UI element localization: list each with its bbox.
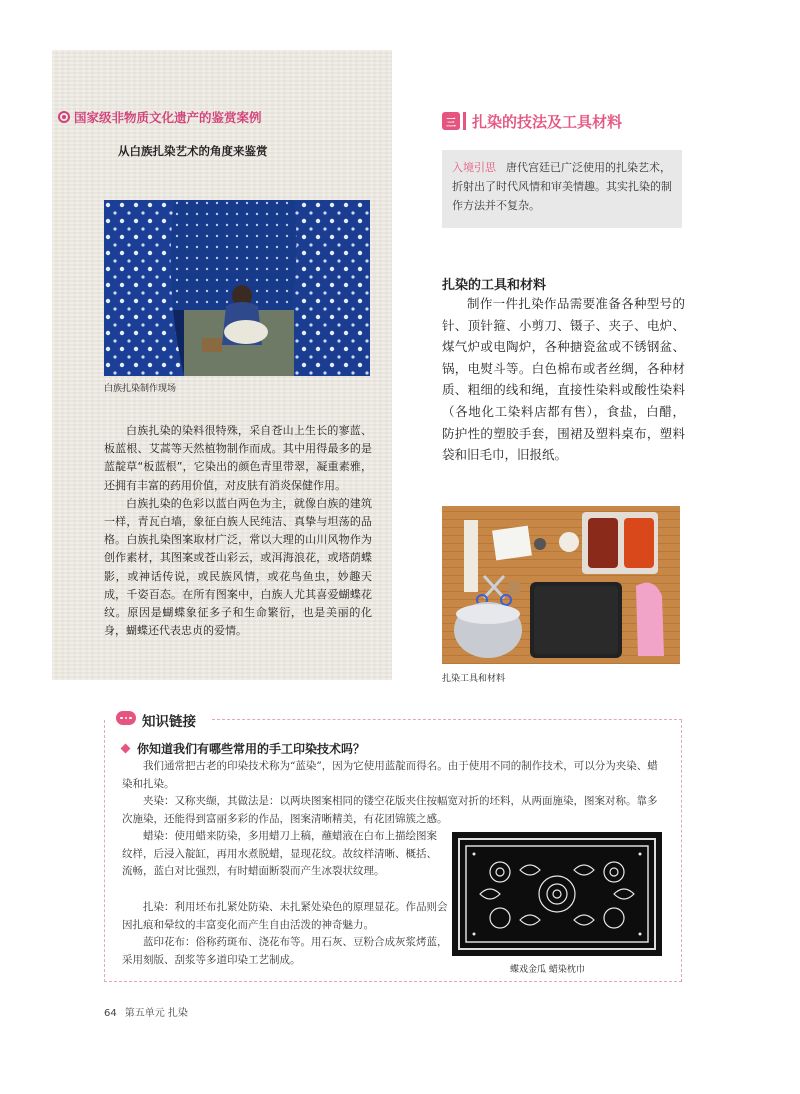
knowledge-text-bottom <box>122 899 450 970</box>
paragraph: 夹染：又称夹缬，其做法是：以两块图案相同的镂空花版夹住按幅宽对折的坯料，从两面施染，图案对称。靠多次施染，还能得到富丽多彩的作品，图案清晰精美，有花团锦簇之感。 <box>122 795 658 826</box>
batik-pattern-art <box>460 840 654 948</box>
page-footer <box>104 1004 196 1019</box>
bai-tie-dye-photo <box>104 200 370 376</box>
paragraph: 我们通常把古老的印染技术称为“蓝染”，因为它使用蓝靛而得名。由于使用不同的制作技术，可以分为夹染、蜡染和扎染。 <box>122 760 658 790</box>
left-body-text <box>104 422 372 640</box>
paragraph: 白族扎染的染料很特殊，采自苍山上生长的寥蓝、板蓝根、艾蒿等天然植物制作而成。其中用得最多的是蓝靛草“板蓝根”，它染出的颜色青里带翠，凝重素雅，还拥有丰富的药用价值，对皮肤有消炎保健作用。 <box>104 424 372 492</box>
target-icon <box>58 111 70 123</box>
batik-pillow-towel-image <box>452 832 662 956</box>
tools-materials-image <box>442 506 680 664</box>
knowledge-text-top <box>122 758 662 829</box>
tools-text: 制作一件扎染作品需要准备各种型号的针、顶针箍、小剪刀、镊子、夹子、电炉、煤气炉或电陶炉，各种搪瓷盆或不锈钢盆、锅，电熨斗等。白色棉布或者丝绸，各种材质、粗细的线和绳，直接性染料或酸性染料（各地化工染料店都有售），食盐，白醋，防护性的塑胶手套，围裙及塑料桌布，塑料袋和旧毛巾，旧报纸。 <box>442 296 685 463</box>
case-title <box>58 108 262 126</box>
paragraph: 扎染：利用坯布扎紧处防染、未扎紧处染色的原理显花。作品则会因扎痕和晕纹的丰富变化而产生自由活泼的神奇魅力。 <box>122 901 448 931</box>
intro-tag: 入境引思 <box>452 161 496 174</box>
section-bar <box>463 112 466 130</box>
knowledge-text-laran <box>122 828 444 881</box>
paragraph: 白族扎染的色彩以蓝白两色为主，就像白族的建筑一样，青瓦白墙，象征白族人民纯洁、真挚与坦荡的品格。白族扎染图案取材广泛，常以大理的山川风物作为创作素材，其图案或苍山彩云，或洱海浪花，或塔荫蝶影，或神话传说，或民族风情，或花鸟鱼虫，妙趣天成，千姿百态。在所有图案中，白族人尤其喜爱蝴蝶花纹。原因是蝴蝶象征多子和生命繁衍，也是美丽的化身，蝴蝶还代表忠贞的爱情。 <box>104 496 372 638</box>
chat-bubble-icon <box>116 711 136 725</box>
diamond-bullet-icon <box>121 744 131 754</box>
photo-caption-tools: 扎染工具和材料 <box>442 674 506 684</box>
tie-dye-scene-image <box>104 200 370 376</box>
section-title: 扎染的技法及工具材料 <box>472 113 623 131</box>
batik-caption: 蝶戏金瓜 蜡染枕巾 <box>510 965 585 975</box>
section-number-badge: 三 <box>442 112 460 130</box>
knowledge-question <box>122 740 365 757</box>
intro-text: 唐代宫廷已广泛使用的扎染艺术，折射出了时代风情和审美情趣。其实扎染的制作方法并不复杂。 <box>452 161 672 212</box>
knowledge-top-line <box>212 719 682 720</box>
case-subtitle: 从白族扎染艺术的角度来鉴赏 <box>118 144 268 158</box>
page-number: 64 <box>104 1008 117 1019</box>
photo-caption-bai: 白族扎染制作现场 <box>104 384 177 394</box>
tools-photo <box>442 506 680 664</box>
paragraph: 蜡染：使用蜡来防染，多用蜡刀上稿，蘸蜡液在白布上描绘图案纹样，后浸入靛缸，再用水煮脱蜡，显现花纹。故纹样清晰、概括、流畅，蓝白对比强烈，有时蜡面断裂而产生冰裂状纹理。 <box>122 830 437 878</box>
question-text: 你知道我们有哪些常用的手工印染技术吗？ <box>137 742 366 756</box>
case-title-text: 国家级非物质文化遗产的鉴赏案例 <box>74 110 262 125</box>
paragraph: 蓝印花布：俗称药斑布、浇花布等。用石灰、豆粉合成灰浆烤蓝，采用刻版、刮浆等多道印染工艺制成。 <box>122 936 448 967</box>
batik-pattern <box>458 838 656 950</box>
tools-heading: 扎染的工具和材料 <box>442 278 547 293</box>
knowledge-title: 知识链接 <box>142 710 202 730</box>
unit-label: 第五单元 扎染 <box>124 1008 188 1019</box>
intro-box <box>442 150 682 228</box>
